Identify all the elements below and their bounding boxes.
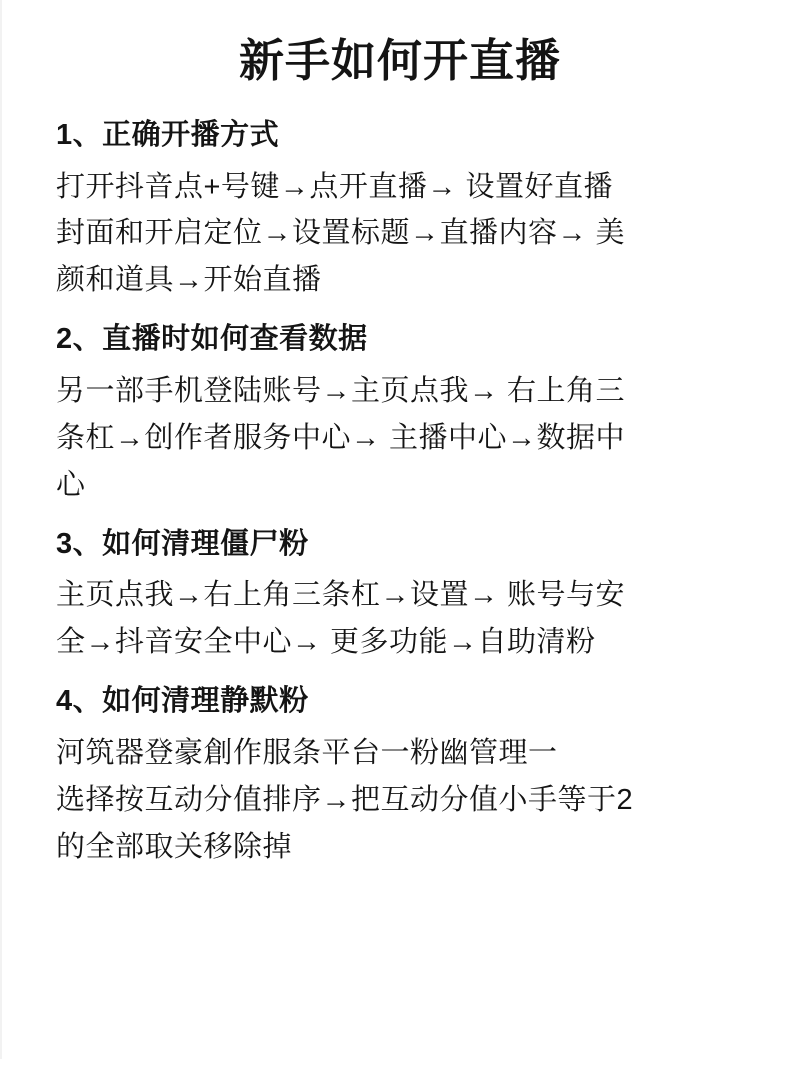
section-4 <box>56 680 744 870</box>
section-4-line-2: 选择按互动分值排序→把互动分值小手等于2 <box>56 783 634 816</box>
section-4-line-3: 的全部取关移除掉 <box>56 830 293 863</box>
section-3-line-2: 全→抖音安全中心→ 更多功能→自助清粉 <box>56 626 596 659</box>
section-1-line-2: 封面和开启定位→设置标题→直播内容→ 美 <box>56 217 626 250</box>
section-1-line-3: 颜和道具→开始直播 <box>56 264 322 297</box>
section-2-body <box>56 368 744 509</box>
section-2-line-1: 另一部手机登陆账号→主页点我→ 右上角三 <box>56 374 626 407</box>
section-1-line-1: 打开抖音点+号键→点开直播→ 设置好直播 <box>56 170 613 203</box>
section-4-body <box>56 730 744 871</box>
section-2-heading: 2、直播时如何查看数据 <box>56 323 368 356</box>
section-1-body <box>56 164 744 305</box>
section-1 <box>56 114 744 304</box>
page-title: 新手如何开直播 <box>238 35 561 86</box>
section-3-heading: 3、如何清理僵尸粉 <box>56 527 309 560</box>
section-3 <box>56 523 744 666</box>
section-4-heading: 4、如何清理静默粉 <box>56 685 309 718</box>
section-2-line-3: 心 <box>56 468 86 501</box>
section-2 <box>56 318 744 508</box>
section-3-body <box>56 572 744 666</box>
page-bottom-edge <box>0 1059 800 1069</box>
section-3-line-1: 主页点我→右上角三条杠→设置→ 账号与安 <box>56 579 626 612</box>
section-1-heading: 1、正确开播方式 <box>56 119 280 151</box>
section-2-line-2: 条杠→创作者服务中心→ 主播中心→数据中 <box>56 421 626 454</box>
section-4-line-1: 河筑器登豪創作服条平台一粉幽管理一 <box>56 736 558 769</box>
page-left-edge <box>0 0 2 1069</box>
